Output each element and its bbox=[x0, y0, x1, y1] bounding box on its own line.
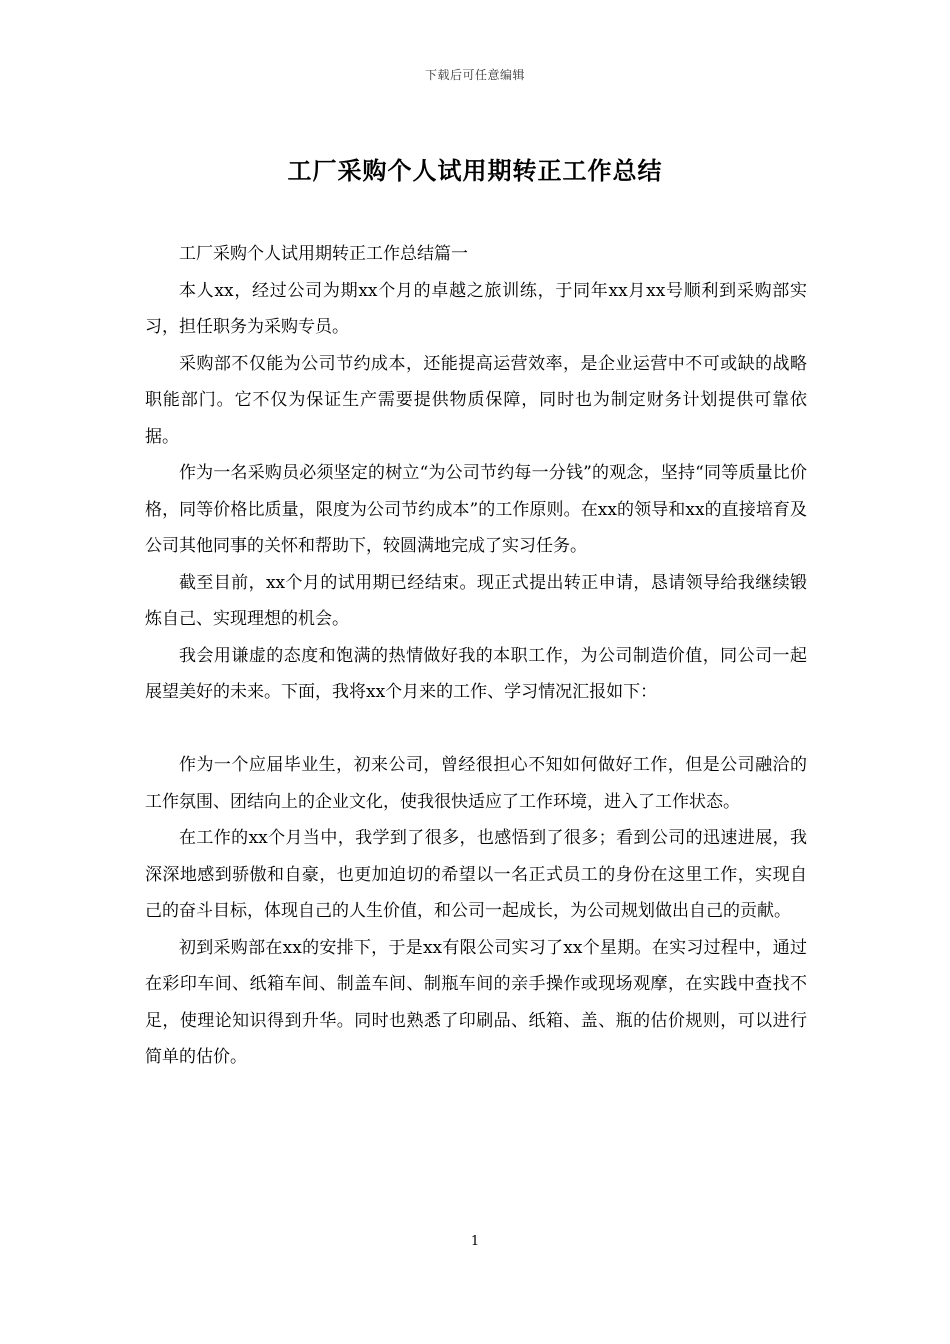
paragraph: 本人xx，经过公司为期xx个月的卓越之旅训练，于同年xx月xx号顺利到采购部实习，担任职务为采购专员。 bbox=[145, 280, 807, 337]
paragraph: 初到采购部在xx的安排下，于是xx有限公司实习了xx个星期。在实习过程中，通过在彩印车间、纸箱车间、制盖车间、制瓶车间的亲手操作或现场观摩，在实践中查找不足，使理论知识得到升华。同时也熟悉了印刷品、纸箱、盖、瓶的估价规则，可以进行简单的估价。 bbox=[145, 937, 807, 1067]
paragraph: 作为一个应届毕业生，初来公司，曾经很担心不知如何做好工作，但是公司融洽的工作氛围、团结向上的企业文化，使我很快适应了工作环境，进入了工作状态。 bbox=[145, 755, 807, 812]
paragraph: 作为一名采购员必须坚定的树立“为公司节约每一分钱”的观念，坚持“同等质量比价格，同等价格比质量，限度为公司节约成本”的工作原则。在xx的领导和xx的直接培育及公司其他同事的关怀和帮助下，较圆满地完成了实习任务。 bbox=[145, 463, 807, 556]
paragraph: 我会用谦虚的态度和饱满的热情做好我的本职工作，为公司制造价值，同公司一起展望美好的未来。下面，我将xx个月来的工作、学习情况汇报如下： bbox=[145, 645, 807, 702]
paragraph: 采购部不仅能为公司节约成本，还能提高运营效率，是企业运营中不可或缺的战略职能部门。它不仅为保证生产需要提供物质保障，同时也为制定财务计划提供可靠依据。 bbox=[145, 353, 807, 447]
paragraph-section-heading: 工厂采购个人试用期转正工作总结篇一 bbox=[179, 244, 468, 264]
document-body bbox=[145, 236, 807, 1076]
paragraph: 在工作的xx个月当中，我学到了很多，也感悟到了很多；看到公司的迅速进展，我深深地感到骄傲和自豪，也更加迫切的希望以一名正式员工的身份在这里工作，实现自己的奋斗目标，体现自己的人生价值，和公司一起成长，为公司规划做出自己的贡献。 bbox=[145, 828, 807, 921]
page-number: 1 bbox=[470, 1234, 480, 1249]
paragraph: 截至目前，xx个月的试用期已经结束。现正式提出转正申请，恳请领导给我继续锻炼自己、实现理想的机会。 bbox=[145, 572, 807, 629]
header-note: 下载后可任意编辑 bbox=[424, 68, 525, 82]
document-title: 工厂采购个人试用期转正工作总结 bbox=[287, 156, 663, 185]
